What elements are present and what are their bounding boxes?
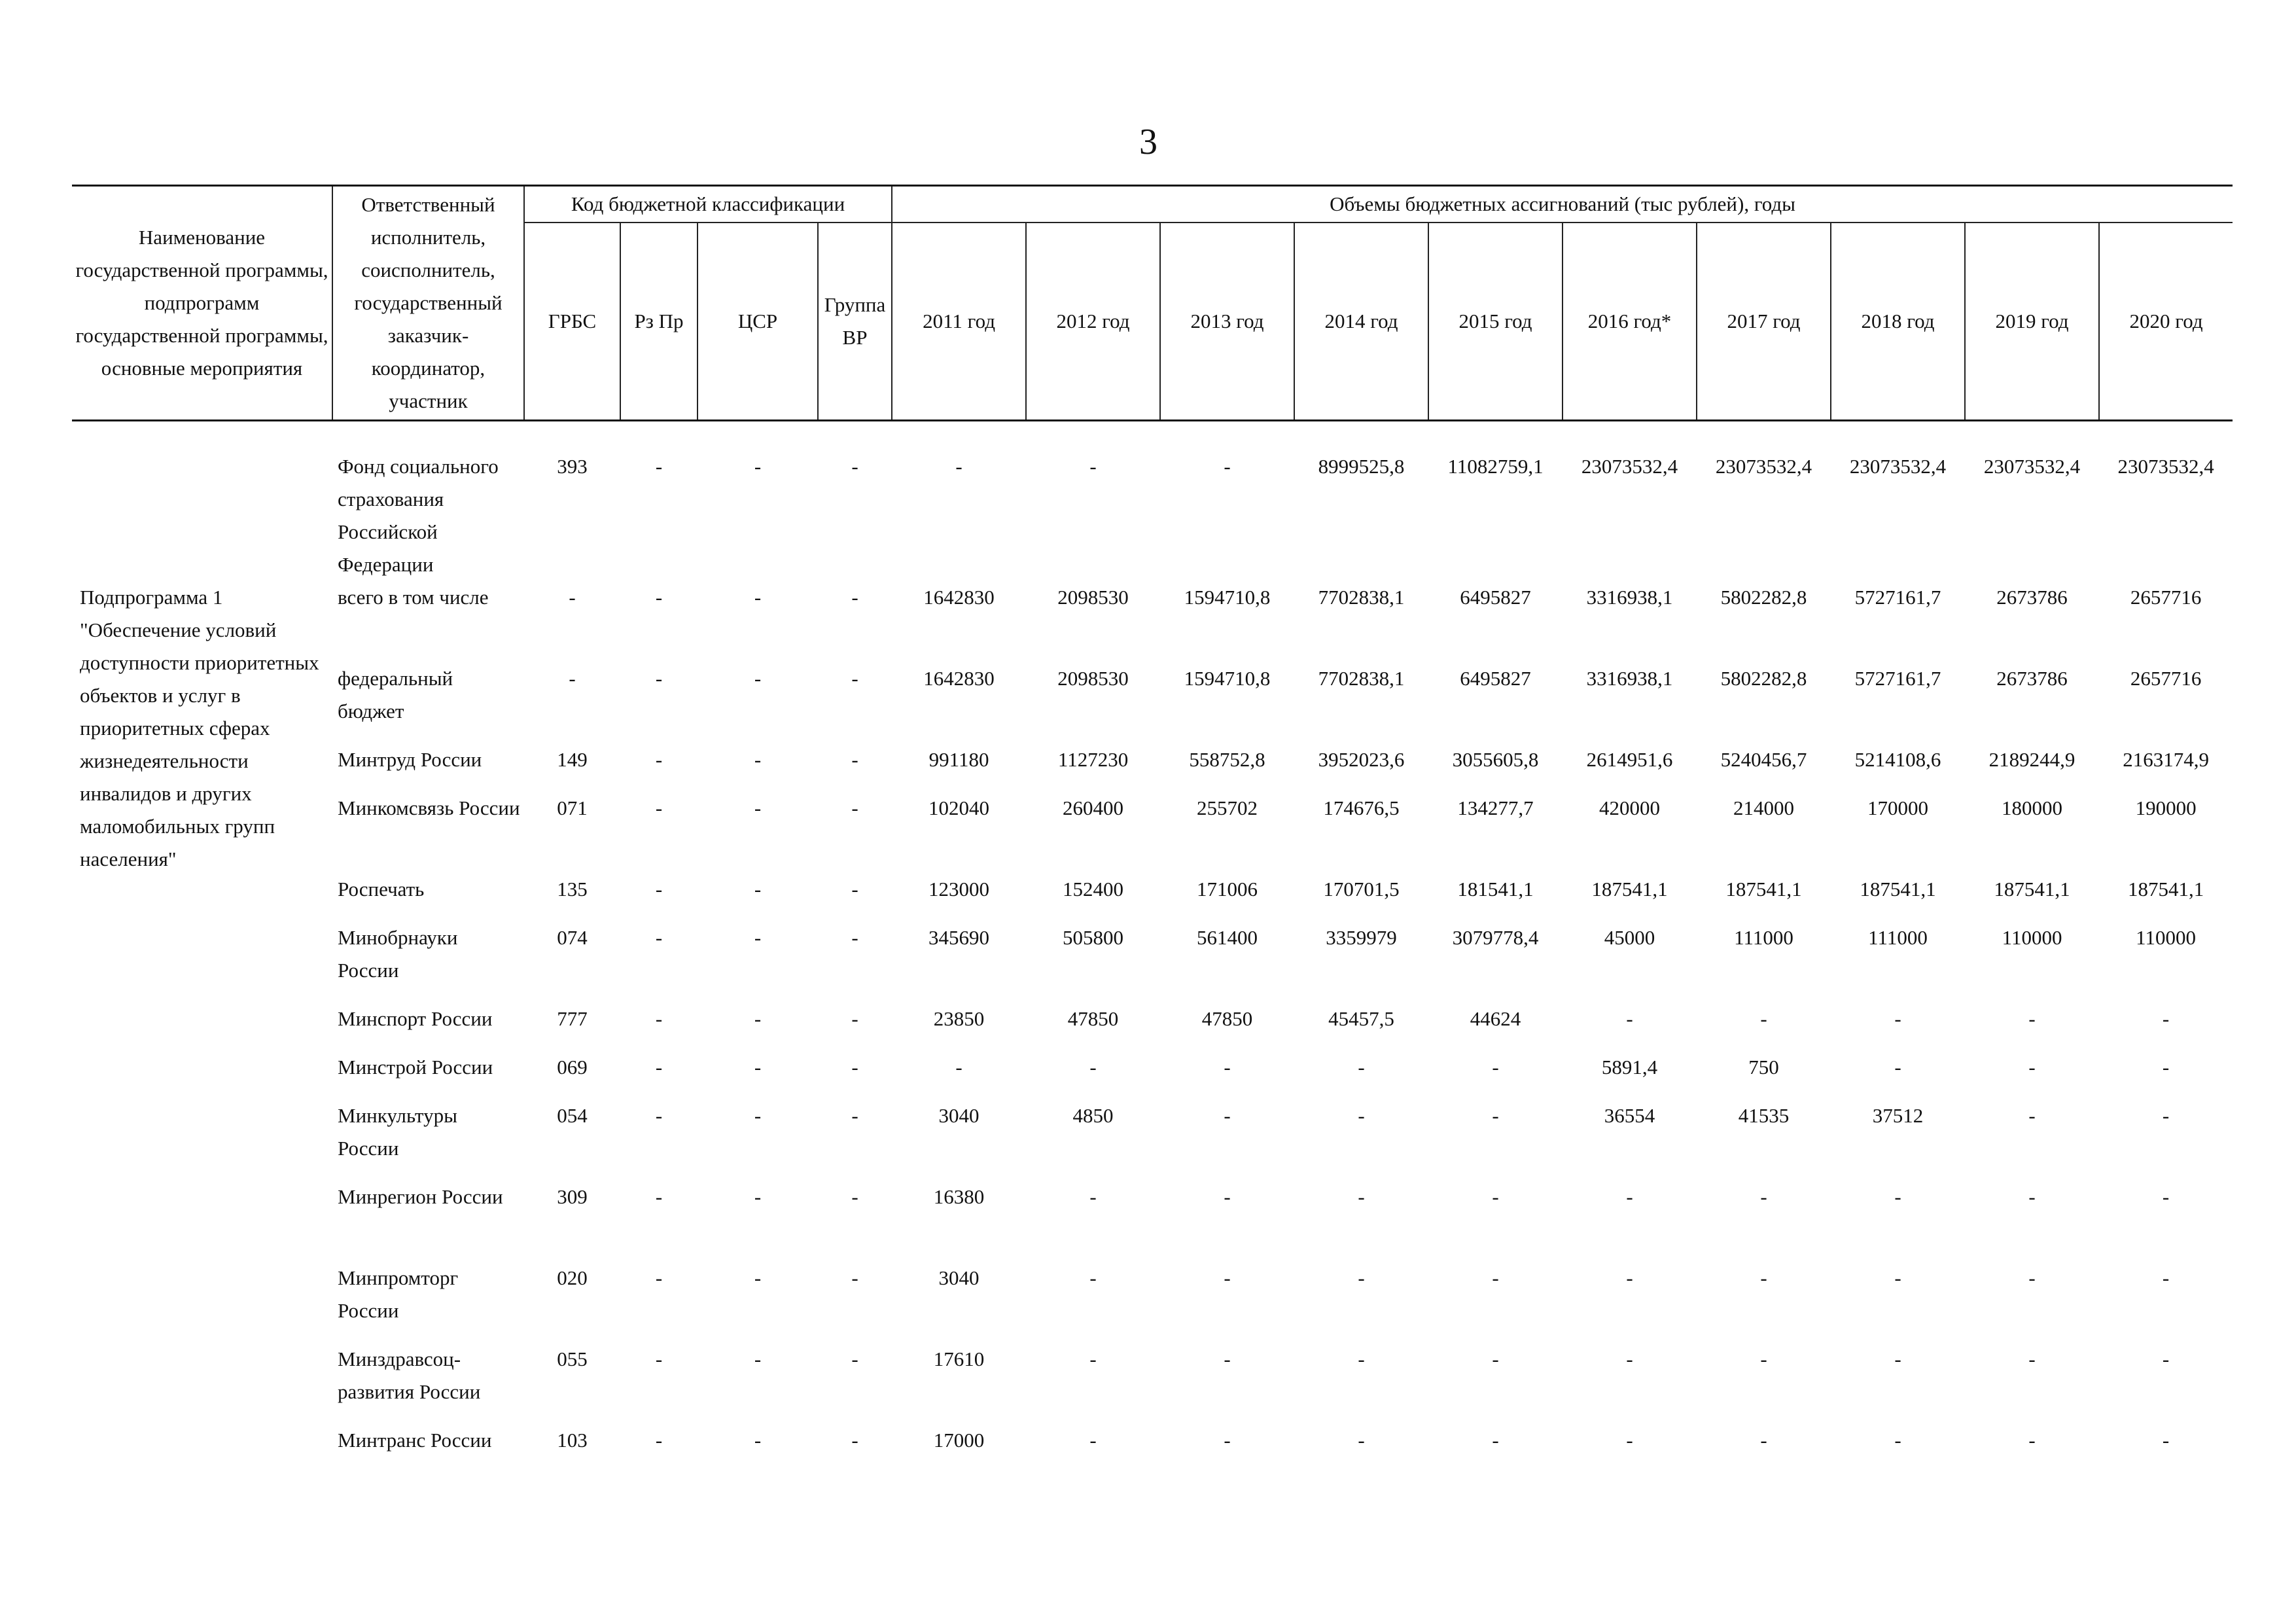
value-cell: - — [1089, 1429, 1097, 1452]
value-cell: 3316938,1 — [1586, 586, 1673, 609]
value-cell: - — [1760, 1266, 1767, 1289]
header-code-csr: ЦСР — [698, 223, 818, 421]
executor-cell: Минрегион России — [338, 1185, 503, 1208]
header-code-rzpr: Рз Пр — [620, 223, 698, 421]
header-codes-group: Код бюджетной классификации — [524, 186, 892, 223]
vr-cell: - — [851, 926, 858, 949]
value-cell: - — [1626, 1185, 1633, 1208]
value-cell: - — [1089, 455, 1097, 478]
value-cell: - — [1089, 1266, 1097, 1289]
value-cell: 23073532,4 — [1581, 455, 1678, 478]
executor-cell: Минкомсвязь России — [338, 796, 520, 819]
csr-cell: - — [754, 586, 762, 609]
value-cell: 8999525,8 — [1318, 455, 1405, 478]
value-cell: 110000 — [2136, 926, 2196, 949]
value-cell: - — [1492, 1056, 1499, 1079]
value-cell: 170701,5 — [1323, 878, 1400, 901]
header-code-vr: Группа ВР — [818, 223, 892, 421]
vr-cell: - — [851, 586, 858, 609]
csr-cell: - — [754, 1185, 762, 1208]
rzpr-cell: - — [655, 1185, 663, 1208]
value-cell: - — [2028, 1007, 2036, 1030]
value-cell: - — [2028, 1266, 2036, 1289]
table-row — [72, 921, 2233, 1003]
header-volumes-group: Объемы бюджетных ассигнований (тыс рублей), годы — [892, 186, 2233, 223]
value-cell: 1594710,8 — [1184, 586, 1271, 609]
grbs-cell: 393 — [557, 455, 588, 478]
value-cell: - — [1760, 1007, 1767, 1030]
value-cell: 152400 — [1063, 878, 1124, 901]
value-cell: 3040 — [938, 1266, 980, 1289]
table-row — [72, 1424, 2233, 1472]
value-cell: 5240456,7 — [1720, 748, 1807, 771]
value-cell: 171006 — [1197, 878, 1258, 901]
header-year: 2018 год — [1831, 223, 1965, 421]
value-cell: - — [1358, 1429, 1365, 1452]
value-cell: - — [1358, 1056, 1365, 1079]
value-cell: 3079778,4 — [1452, 926, 1539, 949]
value-cell: - — [2028, 1429, 2036, 1452]
value-cell: 187541,1 — [2127, 878, 2204, 901]
value-cell: 260400 — [1063, 796, 1124, 819]
value-cell: 11082759,1 — [1447, 455, 1544, 478]
rzpr-cell: - — [655, 796, 663, 819]
value-cell: 2189244,9 — [1988, 748, 2075, 771]
grbs-cell: - — [569, 667, 576, 690]
value-cell: 3055605,8 — [1452, 748, 1539, 771]
executor-cell: Роспечать — [338, 878, 425, 901]
executor-cell: Минобрнауки России — [338, 926, 458, 982]
value-cell: 7702838,1 — [1318, 586, 1405, 609]
value-cell: - — [1492, 1266, 1499, 1289]
executor-cell: Минздравсоц-развития России — [338, 1347, 481, 1403]
value-cell: 190000 — [2135, 796, 2197, 819]
value-cell: 5727161,7 — [1854, 667, 1941, 690]
csr-cell: - — [754, 796, 762, 819]
value-cell: - — [955, 1056, 963, 1079]
value-cell: - — [2028, 1056, 2036, 1079]
table-row — [72, 1181, 2233, 1262]
executor-cell: Фонд социального страхования Российской Федерации — [338, 455, 499, 576]
value-cell: - — [1224, 1347, 1231, 1370]
value-cell: - — [1492, 1429, 1499, 1452]
csr-cell: - — [754, 878, 762, 901]
value-cell: 187541,1 — [1860, 878, 1936, 901]
executor-cell: федеральный бюджет — [338, 667, 453, 722]
value-cell: 23073532,4 — [1715, 455, 1812, 478]
value-cell: 5802282,8 — [1720, 667, 1807, 690]
value-cell: 420000 — [1599, 796, 1661, 819]
csr-cell: - — [754, 1347, 762, 1370]
value-cell: 17000 — [933, 1429, 985, 1452]
value-cell: - — [1626, 1429, 1633, 1452]
value-cell: 47850 — [1201, 1007, 1253, 1030]
value-cell: 6495827 — [1460, 586, 1531, 609]
value-cell: - — [1894, 1266, 1901, 1289]
value-cell: - — [1626, 1266, 1633, 1289]
value-cell: 5802282,8 — [1720, 586, 1807, 609]
value-cell: 23073532,4 — [1983, 455, 2081, 478]
value-cell: 16380 — [933, 1185, 985, 1208]
value-cell: - — [1492, 1347, 1499, 1370]
value-cell: - — [2162, 1429, 2170, 1452]
value-cell: 1642830 — [923, 586, 995, 609]
csr-cell: - — [754, 1429, 762, 1452]
value-cell: 345690 — [928, 926, 990, 949]
value-cell: 181541,1 — [1457, 878, 1534, 901]
value-cell: 2098530 — [1057, 586, 1129, 609]
value-cell: 7702838,1 — [1318, 667, 1405, 690]
value-cell: - — [1760, 1429, 1767, 1452]
value-cell: 5727161,7 — [1854, 586, 1941, 609]
value-cell: 37512 — [1872, 1104, 1924, 1127]
table-row — [72, 581, 2233, 662]
value-cell: 3952023,6 — [1318, 748, 1405, 771]
vr-cell: - — [851, 667, 858, 690]
header-year: 2011 год — [892, 223, 1026, 421]
executor-cell: Минспорт России — [338, 1007, 493, 1030]
value-cell: 23073532,4 — [2117, 455, 2214, 478]
value-cell: 134277,7 — [1457, 796, 1534, 819]
value-cell: 1594710,8 — [1184, 667, 1271, 690]
rzpr-cell: - — [655, 926, 663, 949]
table-body — [72, 421, 2233, 1473]
value-cell: - — [1626, 1347, 1633, 1370]
rzpr-cell: - — [655, 748, 663, 771]
value-cell: 558752,8 — [1189, 748, 1265, 771]
header-year: 2020 год — [2099, 223, 2233, 421]
value-cell: 2163174,9 — [2123, 748, 2209, 771]
value-cell: - — [2162, 1347, 2170, 1370]
value-cell: 174676,5 — [1323, 796, 1400, 819]
value-cell: 561400 — [1197, 926, 1258, 949]
value-cell: - — [1626, 1007, 1633, 1030]
csr-cell: - — [754, 1266, 762, 1289]
value-cell: - — [2028, 1347, 2036, 1370]
vr-cell: - — [851, 796, 858, 819]
csr-cell: - — [754, 748, 762, 771]
executor-cell: Минтранс России — [338, 1429, 492, 1452]
value-cell: 170000 — [1867, 796, 1929, 819]
value-cell: 44624 — [1470, 1007, 1521, 1030]
table-row — [72, 792, 2233, 873]
value-cell: - — [1492, 1185, 1499, 1208]
table-row — [72, 1003, 2233, 1051]
value-cell: 23073532,4 — [1849, 455, 1947, 478]
header-year: 2012 год — [1026, 223, 1160, 421]
table-header — [72, 186, 2233, 421]
value-cell: 2098530 — [1057, 667, 1129, 690]
table-row — [72, 1262, 2233, 1343]
value-cell: 214000 — [1733, 796, 1795, 819]
executor-cell: Минтруд России — [338, 748, 482, 771]
value-cell: - — [1358, 1347, 1365, 1370]
value-cell: 45000 — [1604, 926, 1655, 949]
grbs-cell: 309 — [557, 1185, 588, 1208]
value-cell: 187541,1 — [1994, 878, 2070, 901]
value-cell: 187541,1 — [1591, 878, 1668, 901]
value-cell: 255702 — [1197, 796, 1258, 819]
value-cell: - — [1224, 1056, 1231, 1079]
value-cell: 5891,4 — [1601, 1056, 1658, 1079]
value-cell: - — [1492, 1104, 1499, 1127]
value-cell: - — [1894, 1056, 1901, 1079]
grbs-cell: 069 — [557, 1056, 588, 1079]
value-cell: - — [1358, 1104, 1365, 1127]
grbs-cell: 149 — [557, 748, 588, 771]
vr-cell: - — [851, 1056, 858, 1079]
rzpr-cell: - — [655, 455, 663, 478]
value-cell: 2673786 — [1996, 667, 2068, 690]
value-cell: 2614951,6 — [1586, 748, 1673, 771]
table-row — [72, 450, 2233, 581]
value-cell: - — [1894, 1429, 1901, 1452]
value-cell: 991180 — [928, 748, 989, 771]
value-cell: - — [2162, 1266, 2170, 1289]
page-number: 3 — [1139, 122, 1157, 162]
header-year: 2017 год — [1697, 223, 1831, 421]
value-cell: 1642830 — [923, 667, 995, 690]
vr-cell: - — [851, 1347, 858, 1370]
csr-cell: - — [754, 1104, 762, 1127]
value-cell: 5214108,6 — [1854, 748, 1941, 771]
value-cell: - — [1224, 1266, 1231, 1289]
value-cell: - — [1224, 455, 1231, 478]
vr-cell: - — [851, 455, 858, 478]
grbs-cell: 071 — [557, 796, 588, 819]
table-row — [72, 1051, 2233, 1099]
header-year: 2013 год — [1160, 223, 1294, 421]
value-cell: - — [1760, 1347, 1767, 1370]
vr-cell: - — [851, 1429, 858, 1452]
rzpr-cell: - — [655, 1104, 663, 1127]
grbs-cell: 103 — [557, 1429, 588, 1452]
executor-cell: всего в том числе — [338, 586, 489, 609]
value-cell: 123000 — [928, 878, 990, 901]
vr-cell: - — [851, 1104, 858, 1127]
grbs-cell: 054 — [557, 1104, 588, 1127]
value-cell: - — [1358, 1266, 1365, 1289]
value-cell: 180000 — [2002, 796, 2063, 819]
csr-cell: - — [754, 1056, 762, 1079]
value-cell: - — [2028, 1104, 2036, 1127]
value-cell: 4850 — [1072, 1104, 1114, 1127]
value-cell: - — [1224, 1104, 1231, 1127]
value-cell: - — [1089, 1185, 1097, 1208]
value-cell: 23850 — [933, 1007, 985, 1030]
value-cell: 36554 — [1604, 1104, 1655, 1127]
value-cell: - — [1760, 1185, 1767, 1208]
rzpr-cell: - — [655, 1056, 663, 1079]
value-cell: 3316938,1 — [1586, 667, 1673, 690]
csr-cell: - — [754, 667, 762, 690]
rzpr-cell: - — [655, 1347, 663, 1370]
value-cell: 102040 — [928, 796, 990, 819]
value-cell: 47850 — [1067, 1007, 1119, 1030]
value-cell: - — [1894, 1007, 1901, 1030]
grbs-cell: 777 — [557, 1007, 588, 1030]
header-year: 2019 год — [1965, 223, 2099, 421]
value-cell: - — [1358, 1185, 1365, 1208]
grbs-cell: 055 — [557, 1347, 588, 1370]
header-year: 2016 год* — [1563, 223, 1697, 421]
value-cell: - — [1224, 1185, 1231, 1208]
header-year: 2014 год — [1294, 223, 1428, 421]
rzpr-cell: - — [655, 667, 663, 690]
grbs-cell: 135 — [557, 878, 588, 901]
value-cell: - — [2162, 1056, 2170, 1079]
rzpr-cell: - — [655, 586, 663, 609]
executor-cell: Минстрой России — [338, 1056, 493, 1079]
header-executor-column: Ответственный исполнитель, соисполнитель, государственный заказчик-координатор, участник — [332, 186, 524, 421]
csr-cell: - — [754, 455, 762, 478]
executor-cell: Минпромторг России — [338, 1266, 459, 1322]
value-cell: - — [2162, 1104, 2170, 1127]
csr-cell: - — [754, 926, 762, 949]
rzpr-cell: - — [655, 1007, 663, 1030]
name-cell — [72, 450, 332, 581]
value-cell: 6495827 — [1460, 667, 1531, 690]
value-cell: - — [1089, 1056, 1097, 1079]
table-row — [72, 662, 2233, 743]
value-cell: 111000 — [1868, 926, 1928, 949]
rzpr-cell: - — [655, 878, 663, 901]
table-row — [72, 743, 2233, 792]
value-cell: - — [1894, 1185, 1901, 1208]
table-row — [72, 873, 2233, 921]
budget-table — [72, 185, 2233, 1472]
value-cell: - — [1224, 1429, 1231, 1452]
vr-cell: - — [851, 1266, 858, 1289]
grbs-cell: 074 — [557, 926, 588, 949]
executor-cell: Минкультуры России — [338, 1104, 457, 1160]
vr-cell: - — [851, 1185, 858, 1208]
vr-cell: - — [851, 878, 858, 901]
value-cell: 505800 — [1063, 926, 1124, 949]
value-cell: 187541,1 — [1725, 878, 1802, 901]
value-cell: 45457,5 — [1328, 1007, 1394, 1030]
rzpr-cell: - — [655, 1266, 663, 1289]
csr-cell: - — [754, 1007, 762, 1030]
value-cell: 2673786 — [1996, 586, 2068, 609]
value-cell: 3359979 — [1326, 926, 1397, 949]
header-name-column: Наименование государственной программы, подпрограмм государственной программы, основные мероприятия — [72, 186, 332, 421]
header-year: 2015 год — [1428, 223, 1563, 421]
subprogram-name: Подпрограмма 1 "Обеспечение условий доступности приоритетных объектов и услуг в приоритетных сферах жизнедеятельности инвалидов и других маломобильных групп населения" — [80, 586, 319, 870]
value-cell: - — [2028, 1185, 2036, 1208]
grbs-cell: 020 — [557, 1266, 588, 1289]
vr-cell: - — [851, 1007, 858, 1030]
value-cell: - — [955, 455, 963, 478]
header-code-grbs: ГРБС — [524, 223, 620, 421]
value-cell: - — [1894, 1347, 1901, 1370]
value-cell: 2657716 — [2130, 586, 2202, 609]
value-cell: - — [1089, 1347, 1097, 1370]
value-cell: - — [2162, 1007, 2170, 1030]
value-cell: - — [2162, 1185, 2170, 1208]
table-row — [72, 1099, 2233, 1181]
grbs-cell: - — [569, 586, 576, 609]
value-cell: 111000 — [1734, 926, 1793, 949]
value-cell: 3040 — [938, 1104, 980, 1127]
rzpr-cell: - — [655, 1429, 663, 1452]
value-cell: 41535 — [1738, 1104, 1790, 1127]
value-cell: 1127230 — [1057, 748, 1129, 771]
value-cell: 2657716 — [2130, 667, 2202, 690]
value-cell: 17610 — [933, 1347, 985, 1370]
value-cell: 750 — [1748, 1056, 1779, 1079]
vr-cell: - — [851, 748, 858, 771]
value-cell: 110000 — [2002, 926, 2062, 949]
table-row — [72, 1343, 2233, 1424]
